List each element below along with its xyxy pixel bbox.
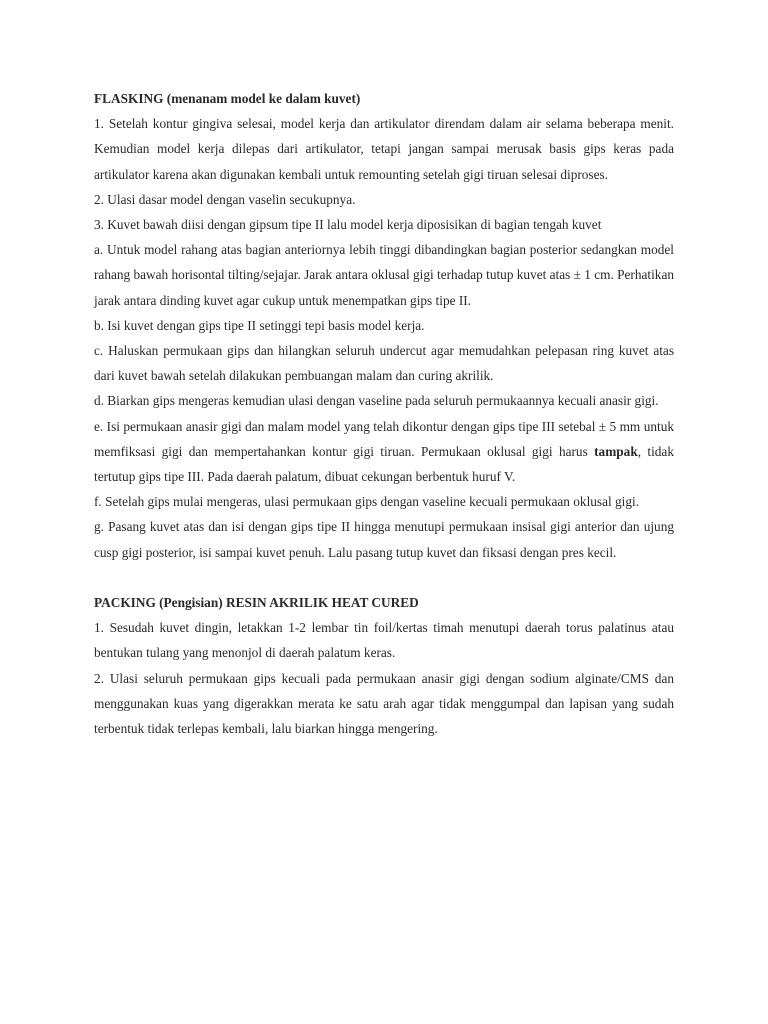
flasking-step-c: c. Haluskan permukaan gips dan hilangkan seluruh undercut agar memudahkan pelepasan ring kuvet atas dari kuvet bawah setelah dilakukan pembuangan malam dan curing akrilik. [94, 343, 674, 384]
packing-step-1: 1. Sesudah kuvet dingin, letakkan 1-2 lembar tin foil/kertas timah menutupi daerah torus palatinus atau bentukan tulang yang menonjol di daerah palatum keras. [94, 620, 674, 661]
flasking-step-1: 1. Setelah kontur gingiva selesai, model kerja dan artikulator direndam dalam air selama beberapa menit. Kemudian model kerja dilepas dari artikulator, tetapi jangan sampai merusak basis gips keras pada artikulator karena akan digunakan kembali untuk remounting setelah gigi tiruan selesai diproses. [94, 116, 674, 182]
flasking-step-a: a. Untuk model rahang atas bagian anteriornya lebih tinggi dibandingkan bagian posterior sedangkan model rahang bawah horisontal tilting/sejajar. Jarak antara oklusal gigi terhadap tutup kuvet atas ± 1 cm. Perhatikan jarak antara dinding kuvet agar cukup untuk menempatkan gips tipe II. [94, 242, 674, 308]
flasking-step-b: b. Isi kuvet dengan gips tipe II setinggi tepi basis model kerja. [94, 317, 425, 333]
packing-heading: PACKING (Pengisian) RESIN AKRILIK HEAT CURED [94, 595, 419, 611]
flasking-step-e-text-2: , tidak tertutup gips tipe III. Pada daerah palatum, dibuat cekungan berbentuk huruf V. [94, 443, 674, 485]
flasking-step-e [94, 414, 674, 490]
flasking-step-2: 2. Ulasi dasar model dengan vaselin secukupnya. [94, 191, 356, 207]
flasking-step-e-text-1: e. Isi permukaan anasir gigi dan malam model yang telah dikontur dengan gips tipe III setebal ± 5 mm untuk memfiksasi gigi dan mempertahankan kontur gigi tiruan. Permukaan oklusal gigi harus [94, 418, 674, 459]
section-spacer [94, 565, 674, 590]
packing-step-2: 2. Ulasi seluruh permukaan gips kecuali pada permukaan anasir gigi dengan sodium alginate/CMS dan menggunakan kuas yang digerakkan merata ke satu arah agar tidak menggumpal dan lapisan yang sudah terbentuk tidak terlepas kembali, lalu biarkan hingga mengering. [94, 670, 674, 737]
flasking-heading: FLASKING (menanam model ke dalam kuvet) [94, 91, 361, 106]
flasking-step-g: g. Pasang kuvet atas dan isi dengan gips tipe II hingga menutupi permukaan insisal gigi anterior dan ujung cusp gigi posterior, isi sampai kuvet penuh. Lalu pasang tutup kuvet dan fiksasi dengan pres kecil. [94, 519, 674, 560]
flasking-step-e-bold-word: tampak [594, 443, 638, 459]
flasking-step-3: 3. Kuvet bawah diisi dengan gipsum tipe II lalu model kerja diposisikan di bagian tengah kuvet [94, 217, 602, 233]
flasking-step-d: d. Biarkan gips mengeras kemudian ulasi dengan vaseline pada seluruh permukaannya kecuali anasir gigi. [94, 393, 659, 409]
flasking-step-f: f. Setelah gips mulai mengeras, ulasi permukaan gips dengan vaseline kecuali permukaan oklusal gigi. [94, 494, 640, 510]
